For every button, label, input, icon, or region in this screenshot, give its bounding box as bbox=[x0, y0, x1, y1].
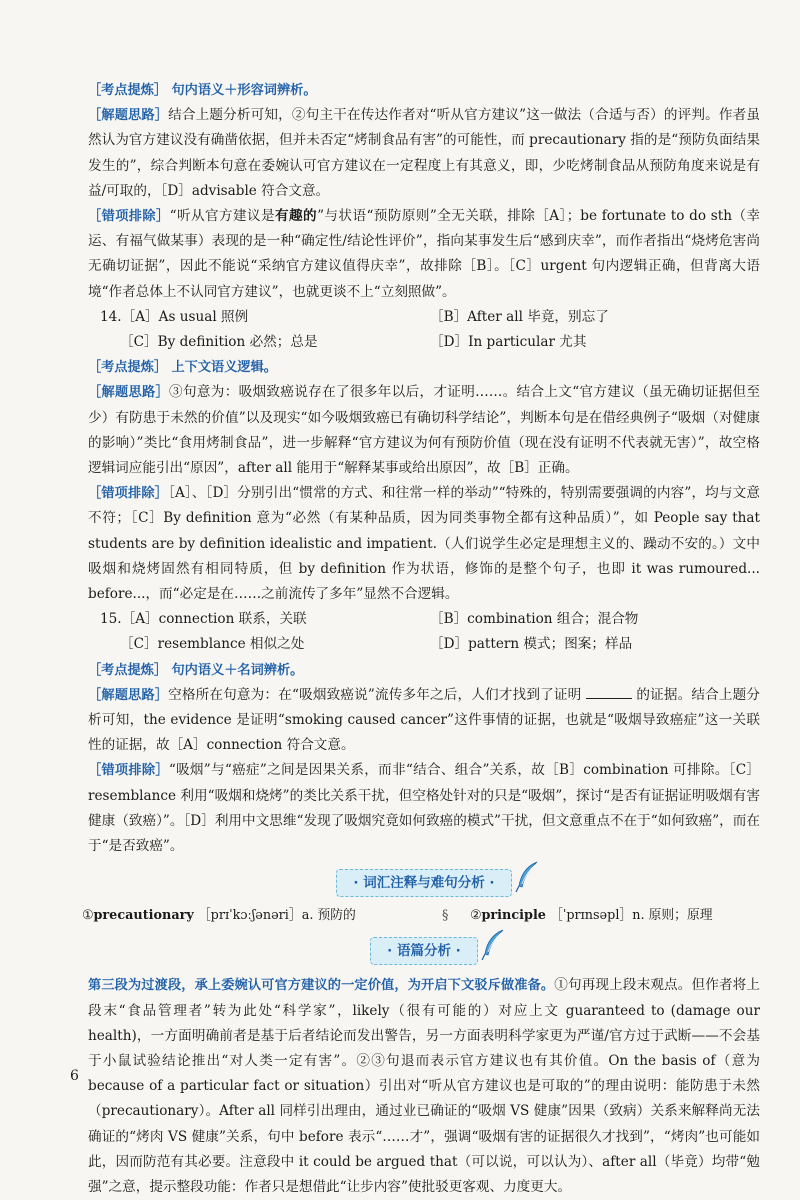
key-point-text: 上下文语义逻辑。 bbox=[171, 360, 277, 376]
analysis-lead: 第三段为过渡段，承上委婉认可官方建议的一定价值，为开启下文驳斥做准备。 bbox=[88, 978, 555, 994]
analysis-body: ①句再现上段末观点。但作者将上段末“食品管理者”转为此处“科学家”，likely（很有可能的）对应上文 guaranteed to (damage our health)，一方面明确前者是基于后者结论而发出警告，另一方面表明科学家更为严谨/官方过于武断——不会基于小鼠试验结论推出“对人类一定有害”。②③句退而表示官方建议也有其价值。On the basis of（意为 because of a particular fact or situation）引出对“听从官方建议也是可取的”的理由说明：能防患于未然（precautionary）。After all 同样引出理由，通过业已确证的“吸烟 VS 健康”因果（致病）关系来解释尚无法确证的“烤肉 VS 健康”关系，句中 before 表示“……才”，强调“吸烟有害的证据很久才找到”，“烤肉”也可能如此，因而防范有其必要。注意段中 it could be argued that（可以说，可以认为）、after all（毕竟）均带“勉强”之意，提示整段功能：作者只是想借此“让步内容”使批驳更客观、力度更大。 bbox=[88, 977, 761, 1195]
tag-solution: ［解题思路］ bbox=[88, 687, 169, 703]
feather-pen-icon bbox=[479, 928, 507, 962]
solution-text: ③句意为：吸烟致癌说存在了很多年以后，才证明……。结合上文“官方建议（虽无确切证据但至少）有防患于未然的价值”以及现实“如今吸烟致癌已有确切科学结论”，判断本句是在借经典例子“吸烟（对健康的影响）”类比“食用烤制食品”，进一步解释“官方建议为何有预防价值（现在没有证明不代表就无害）”，故空格逻辑词应能引出“原因”，after all 能用于“解释某事或给出原因”，故［B］正确。 bbox=[88, 384, 761, 477]
q15-options-row1 bbox=[88, 607, 760, 632]
elimination-text: ［A］、［D］分别引出“惯常的方式、和往常一样的举动”“特殊的，特别需要强调的内容”，均与文意不符；［C］By definition 意为“必然（有某种品质，因为同类事物全都有这种品质）”，如 People say that students are by definition idealistic and impatient.（人们说学生必定是理想主义的、躁动不安的。）文中吸烟和烧烤固然有相同特质，但 by definition 作为状语，修饰的是整个句子，也即 it was rumoured... before...，而“必定是在……之前流传了多年”显然不合逻辑。 bbox=[88, 485, 760, 603]
solution-text-pre: 空格所在句意为：在“吸烟致癌说”流传多年之后，人们才找到了证明 bbox=[168, 686, 582, 703]
analysis-banner bbox=[370, 937, 478, 965]
tag-key-point: ［考点提炼］ bbox=[88, 83, 168, 98]
vocab-item-2 bbox=[470, 905, 713, 927]
vocab-banner-wrap bbox=[88, 869, 760, 899]
tag-elimination: ［错项排除］ bbox=[88, 486, 168, 502]
q15-options-row2 bbox=[88, 632, 760, 657]
q13-point bbox=[88, 78, 760, 103]
elimination-text-bold: 有趣的 bbox=[275, 208, 318, 225]
vocab-item-1-def: ［prɪˈkɔːʃənəri］a. 预防的 bbox=[197, 908, 356, 924]
tag-key-point: ［考点提炼］ bbox=[88, 662, 168, 678]
q13-elimination bbox=[88, 204, 760, 305]
q14-option-d: ［D］In particular 尤其 bbox=[430, 334, 587, 351]
q14-point bbox=[88, 355, 760, 380]
q14-option-c: ［C］By definition 必然；总是 bbox=[120, 334, 318, 351]
vocab-banner-title: · 词汇注释与难句分析 · bbox=[353, 875, 495, 892]
section-sign: § bbox=[442, 908, 449, 924]
feather-pen-icon bbox=[513, 860, 541, 894]
q15-option-b: ［B］combination 组合；混合物 bbox=[430, 611, 639, 628]
page-number: 6 bbox=[70, 1068, 79, 1084]
q15-elimination bbox=[88, 758, 760, 859]
answer-blank bbox=[586, 684, 632, 699]
q15-option-a: 15.［A］connection 联系，关联 bbox=[100, 611, 307, 628]
tag-solution: ［解题思路］ bbox=[88, 108, 169, 124]
q15-solution bbox=[88, 683, 760, 759]
solution-text: 结合上题分析可知，②句主干在传达作者对“听从官方建议”这一做法（合适与否）的评判。作者虽然认为官方建议没有确凿依据，但并未否定“烤制食品有害”的可能性，而 precautionary 指的是“预防负面结果发生的”，综合判断本句意在委婉认可官方建议在一定程度上有其意义，即，少吃烤制食品从预防角度来说是有益/可取的，［D］advisable 符合文意。 bbox=[88, 107, 760, 199]
page-content bbox=[82, 78, 761, 1200]
tag-elimination: ［错项排除］ bbox=[88, 209, 170, 225]
vocab-item-2-word: principle bbox=[481, 908, 546, 924]
q14-options-row2 bbox=[88, 330, 760, 355]
solution-text-post: 的证据。结合上题分析可知，the evidence 是证明“smoking caused cancer”这件事情的证据，也就是“吸烟导致癌症”这一关联性的证据，故［A］connection 符合文意。 bbox=[88, 686, 761, 754]
vocab-item-1 bbox=[82, 905, 442, 927]
vocab-banner bbox=[336, 869, 511, 897]
analysis-banner-wrap bbox=[88, 937, 760, 967]
vocab-item-1-word: precautionary bbox=[93, 908, 194, 924]
vocab-item-2-num: ② bbox=[470, 908, 482, 924]
q14-solution bbox=[88, 380, 760, 481]
elimination-text-post: ”与状语“预防原则”全无关联，排除［A］；be fortunate to do sth（幸运、有福气做某事）表现的是一种“确定性/结论性评价”，指向某事发生后“感到庆幸”，而作者指出“烧烤危害尚无确切证据”，因此不能说“采纳官方建议值得庆幸”，故排除［B］。［C］urgent 句内逻辑正确，但背离大语境“作者总体上不认同官方建议”，也就更谈不上“立刻照做”。 bbox=[88, 208, 761, 300]
vocab-item-1-num: ① bbox=[82, 908, 94, 924]
q15-option-d: ［D］pattern 模式；图案；样品 bbox=[430, 636, 633, 653]
tag-solution: ［解题思路］ bbox=[88, 385, 170, 401]
analysis-banner-title: · 语篇分析 · bbox=[387, 943, 461, 960]
key-point-text: 句内语义＋形容词辨析。 bbox=[171, 83, 317, 98]
elimination-text-pre: “听从官方建议是 bbox=[169, 208, 276, 225]
q14-option-a: 14.［A］As usual 照例 bbox=[100, 308, 249, 325]
vocab-item-2-def: ［ˈprɪnsəpl］n. 原则；原理 bbox=[550, 908, 713, 924]
q13-solution bbox=[88, 103, 760, 204]
q14-option-b: ［B］After all 毕竟，别忘了 bbox=[430, 308, 609, 325]
q15-point bbox=[88, 658, 760, 683]
vocab-row bbox=[82, 905, 760, 927]
tag-elimination: ［错项排除］ bbox=[88, 763, 169, 779]
q15-option-c: ［C］resemblance 相似之处 bbox=[120, 636, 305, 653]
key-point-text: 句内语义＋名词辨析。 bbox=[171, 662, 304, 678]
elimination-text: “吸烟”与“癌症”之间是因果关系，而非“结合、组合”关系，故［B］combination 可排除。［C］resemblance 利用“吸烟和烧烤”的类比关系干扰，但空格处针对的只是“吸烟”，探讨“是否有证据证明吸烟有害健康（致癌）”。［D］利用中文思维“发现了吸烟究竟如何致癌的模式”干扰，但文意重点不在于“如何致癌”，而在于“是否致癌”。 bbox=[88, 762, 761, 855]
q14-elimination bbox=[88, 481, 760, 607]
tag-key-point: ［考点提炼］ bbox=[88, 360, 168, 376]
q14-options-row1 bbox=[88, 305, 760, 330]
